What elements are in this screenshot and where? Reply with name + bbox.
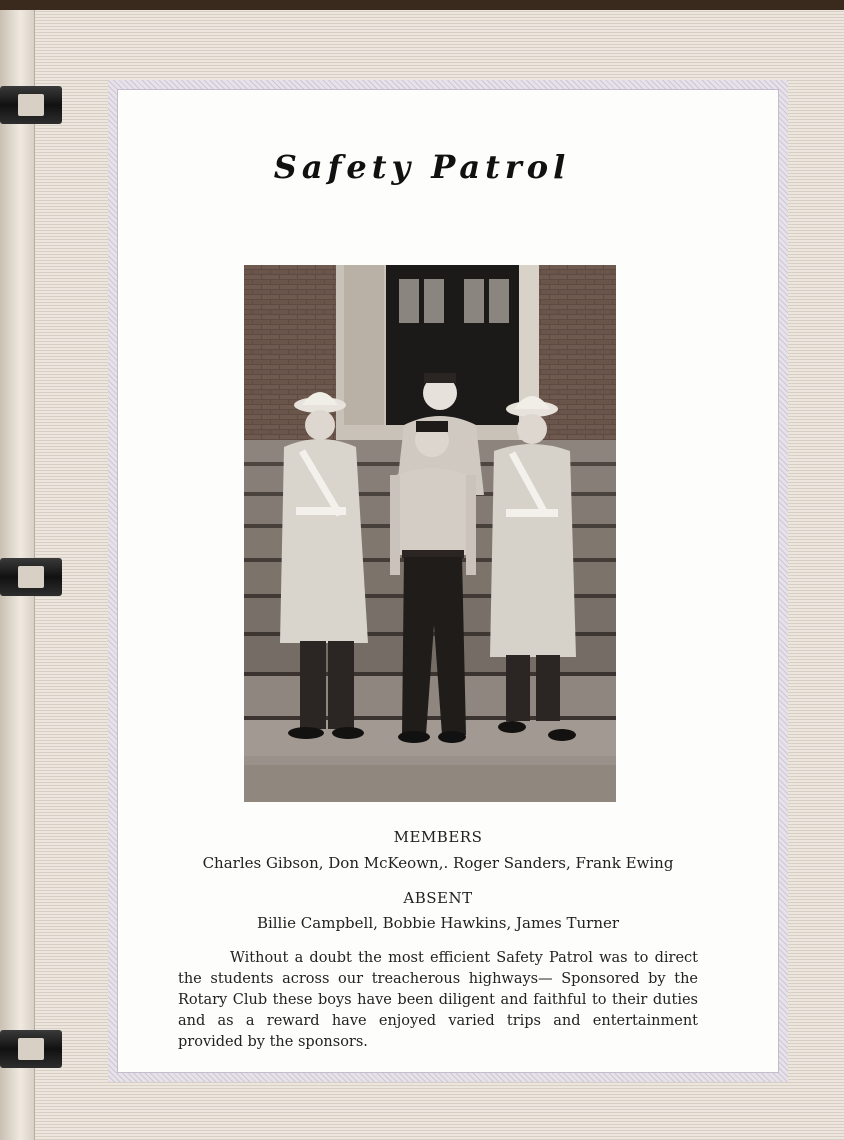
binder-ring-top <box>0 86 62 124</box>
members-names: Charles Gibson, Don McKeown,. Roger Sanders, Frank Ewing <box>202 854 674 872</box>
members-heading: MEMBERS <box>393 828 483 846</box>
absent-names: Billie Campbell, Bobbie Hawkins, James Turner <box>256 914 620 932</box>
binder-ring-middle <box>0 558 62 596</box>
absent-heading: ABSENT <box>403 889 473 907</box>
description-paragraph: Without a doubt the most efficient Safety Patrol was to direct the students across our treacherous highways— Sponsored by the Rotary Club these boys have been diligent and faithful to their duties and as a reward have enjoyed varied trips and entertainment provided by the sponsors. <box>178 950 698 1050</box>
page-title: Safety Patrol <box>273 148 571 186</box>
safety-patrol-photo <box>244 265 616 802</box>
binder-ring-bottom <box>0 1030 62 1068</box>
